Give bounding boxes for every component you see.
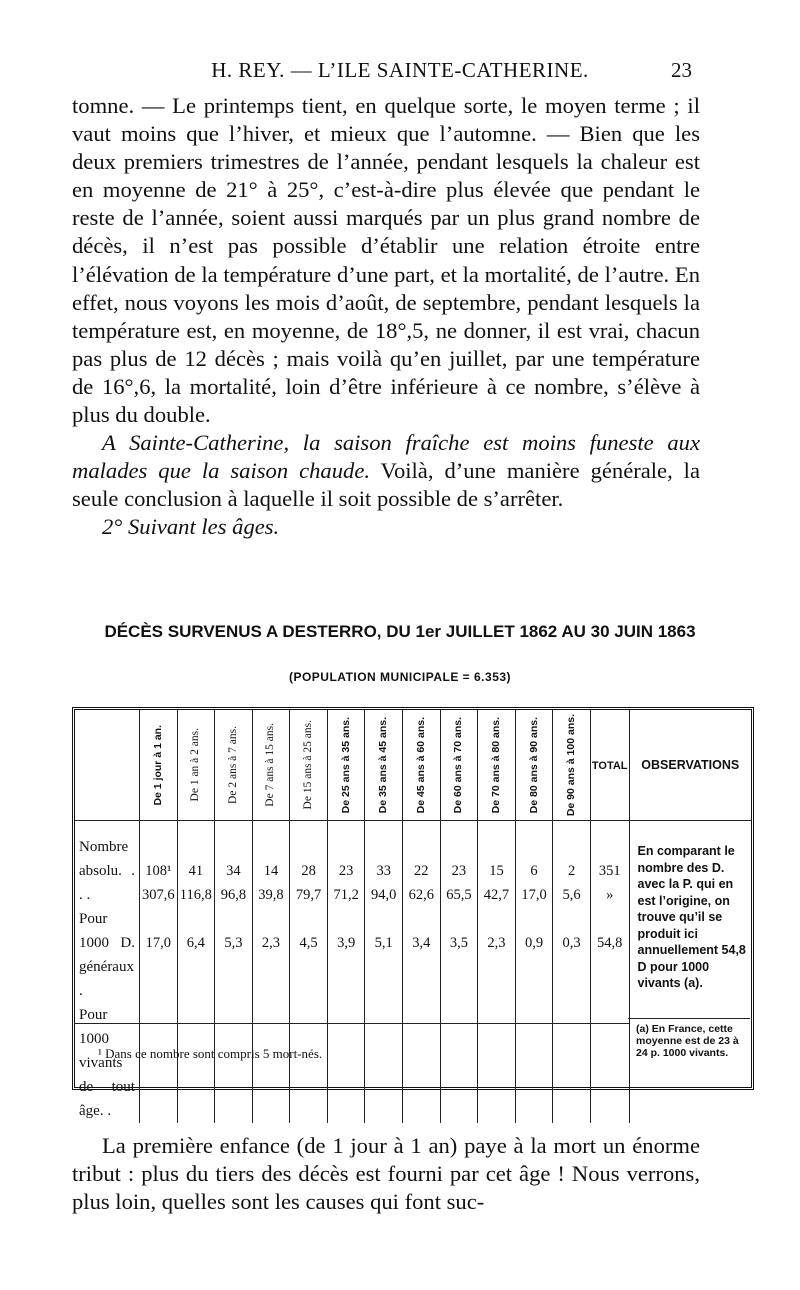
header-age-1: De 1 an à 2 ans. — [177, 710, 215, 821]
section-heading: 2° Suivant les âges. — [102, 514, 280, 540]
header-age-0: De 1 jour à 1 an. — [139, 710, 177, 821]
page-number: 23 — [671, 58, 692, 82]
col-age-7: 22 62,6 3,4 — [403, 821, 441, 1124]
paragraph-infancy: La première enfance (de 1 jour à 1 an) paye à la mort un énorme tribut : plus du tiers des décès est fourni par cet âge ! Nous verrons, plus loin, quelles sont les causes qui font suc- — [72, 1133, 700, 1215]
col-age-3: 14 39,8 2,3 — [252, 821, 290, 1124]
header-age-4: De 15 ans à 25 ans. — [290, 710, 328, 821]
col-total: 351 » 54,8 — [590, 821, 629, 1124]
header-age-5: De 25 ans à 35 ans. — [327, 710, 365, 821]
row-label-per-1000-living: Pour 1000 vivants de tout âge. . — [79, 1007, 135, 1119]
header-age-7: De 45 ans à 60 ans. — [403, 710, 441, 821]
running-head — [0, 58, 800, 88]
col-age-5: 23 71,2 3,9 — [327, 821, 365, 1124]
col-age-11: 2 5,6 0,3 — [553, 821, 591, 1124]
col-age-10: 6 17,0 0,9 — [515, 821, 553, 1124]
paragraph-conclusion — [72, 429, 700, 513]
header-age-11: De 90 ans à 100 ans. — [553, 710, 591, 821]
table-header-row — [75, 710, 751, 821]
col-age-1: 41 116,8 6,4 — [177, 821, 215, 1124]
table-subtitle: (POPULATION MUNICIPALE = 6.353) — [288, 670, 512, 684]
col-age-8: 23 65,5 3,5 — [440, 821, 478, 1124]
footnote-rule — [74, 1023, 629, 1024]
observation-cell: En comparant le nombre des D. avec la P. qui en est l’origine, on trouve qu’il se produit ici annuellement 54,8 D pour 1000 vivants (a). — [629, 821, 751, 1124]
header-observations: OBSERVATIONS — [629, 710, 751, 821]
paragraph-temperature: tomne. — Le printemps tient, en quelque sorte, le moyen terme ; il vaut moins que l’hiver, et mieux que l’automne. — Bien que les deux premiers trimestres de l’année, pendant lesquels la chaleur est en moyenne de 21° à 25°, c’est-à-dire plus élevée que pendant le reste de l’année, soient aussi marqués par un plus grand nombre de décès, il n’est pas possible d’établir une relation étroite entre l’élévation de la température d’une part, et la mortalité, de l’autre. En effet, nous voyons les mois d’août, de septembre, pendant lesquels la température est, en moyenne, de 18°,5, ne donner, il est vrai, chacun pas plus de 12 décès ; mais voilà qu’en juillet, par une température de 16°,6, la mortalité, loin d’être inférieure à ce nombre, s’élève à plus du double. — [72, 93, 700, 428]
header-total: TOTAL — [590, 710, 629, 821]
col-age-6: 33 94,0 5,1 — [365, 821, 403, 1124]
row-label-per-1000-deaths: Pour 1000 D. généraux . — [79, 911, 135, 999]
table-footnote: ¹ Dans ce nombre sont compris 5 mort-nés. — [98, 1046, 323, 1061]
col-age-4: 28 79,7 4,5 — [290, 821, 328, 1124]
header-age-3: De 7 ans à 15 ans. — [252, 710, 290, 821]
conclusion-italic: A Sainte-Catherine, la saison fraîche est moins funeste aux malades que la saison chaude. — [72, 430, 700, 484]
table-body-row — [75, 821, 751, 1124]
col-age-0: 108¹ 307,6 17,0 — [139, 821, 177, 1124]
header-age-2: De 2 ans à 7 ans. — [215, 710, 253, 821]
header-age-8: De 60 ans à 70 ans. — [440, 710, 478, 821]
conclusion-rest: Voilà, d’une manière générale, la seule conclusion à laquelle il soit possible de s’arrêter. — [72, 458, 700, 512]
body-text-top — [72, 92, 700, 542]
body-text-bottom — [72, 1132, 700, 1216]
col-age-9: 15 42,7 2,3 — [478, 821, 516, 1124]
row-label-absolute: Nombre absolu. . . . — [79, 839, 135, 903]
header-age-9: De 70 ans à 80 ans. — [478, 710, 516, 821]
row-labels-cell — [75, 821, 139, 1124]
observation-note: (a) En France, cette moyenne est de 23 à 24 p. 1000 vivants. — [628, 1018, 750, 1059]
header-age-6: De 35 ans à 45 ans. — [365, 710, 403, 821]
col-age-2: 34 96,8 5,3 — [215, 821, 253, 1124]
header-blank — [75, 710, 139, 821]
table-title: DÉCÈS SURVENUS A DESTERRO, DU 1er JUILLET 1862 AU 30 JUIN 1863 — [104, 622, 696, 641]
header-age-10: De 80 ans à 90 ans. — [515, 710, 553, 821]
running-title: H. REY. — L’ILE SAINTE-CATHERINE. — [211, 58, 589, 82]
